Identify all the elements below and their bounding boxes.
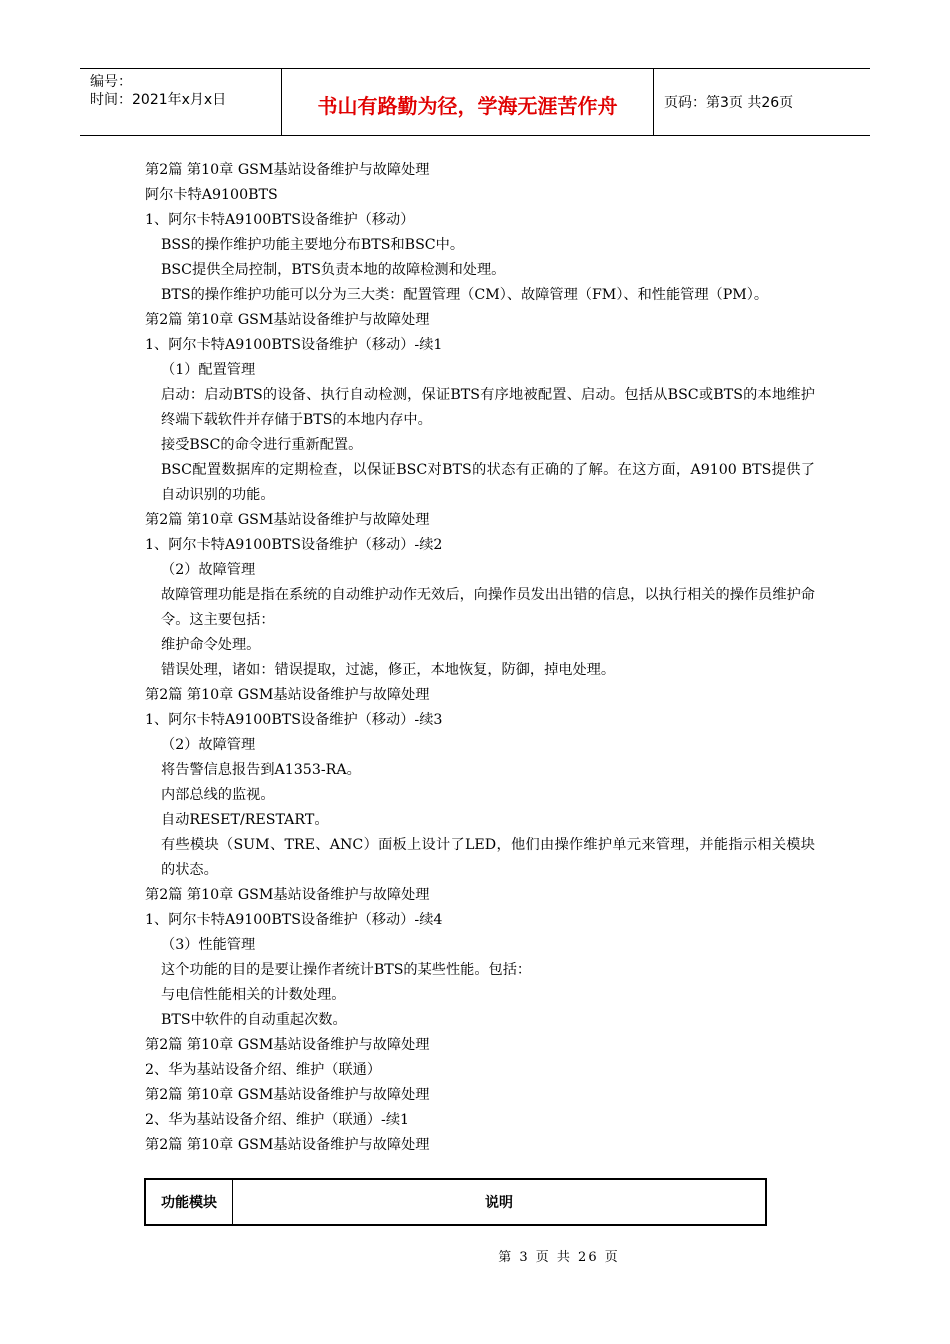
- text-line: （3）性能管理: [161, 937, 256, 953]
- text-line: 自动RESET/RESTART。: [161, 812, 329, 828]
- text-line: 2、华为基站设备介绍、维护（联通）-续1: [145, 1112, 410, 1128]
- text-line: （2）故障管理: [161, 737, 256, 753]
- text-line: 与电信性能相关的计数处理。: [161, 987, 346, 1003]
- function-module-table: [144, 1178, 767, 1226]
- text-line: BSS的操作维护功能主要地分布BTS和BSC中。: [161, 237, 465, 253]
- table-header-module: 功能模块: [145, 1179, 233, 1225]
- text-line: 1、阿尔卡特A9100BTS设备维护（移动）-续3: [145, 712, 443, 728]
- text-line: 维护命令处理。: [161, 637, 261, 653]
- text-line: BSC提供全局控制，BTS负责本地的故障检测和处理。: [161, 262, 506, 278]
- table-header-row: [145, 1179, 766, 1225]
- text-line: 第2篇 第10章 GSM基站设备维护与故障处理: [145, 1087, 430, 1103]
- text-line: 内部总线的监视。: [161, 787, 275, 803]
- page-footer: [0, 1246, 950, 1265]
- text-line: 错误处理，诸如：错误提取，过滤，修正，本地恢复，防御，掉电处理。: [161, 662, 616, 678]
- doc-time-label: 时间：2021年x月x日: [90, 92, 227, 108]
- text-line: 将告警信息报告到A1353-RA。: [161, 762, 361, 778]
- text-line: 第2篇 第10章 GSM基站设备维护与故障处理: [145, 162, 430, 178]
- text-line: 第2篇 第10章 GSM基站设备维护与故障处理: [145, 512, 430, 528]
- document-body: [145, 158, 815, 1158]
- text-line: 2、华为基站设备介绍、维护（联通）: [145, 1062, 382, 1078]
- page-header: [80, 68, 870, 136]
- header-page-info: 页码：第3页 共26页: [664, 95, 794, 111]
- footer-page-number: 第 3 页 共 26 页: [498, 1250, 620, 1265]
- text-line: 1、阿尔卡特A9100BTS设备维护（移动）-续1: [145, 337, 443, 353]
- text-line: 有些模块（SUM、TRE、ANC）面板上设计了LED，他们由操作维护单元来管理，并能指示相关模块的状态。: [161, 837, 815, 878]
- header-motto: 书山有路勤为径，学海无涯苦作舟: [282, 69, 654, 135]
- text-line: 第2篇 第10章 GSM基站设备维护与故障处理: [145, 687, 430, 703]
- text-line: BTS中软件的自动重起次数。: [161, 1012, 347, 1028]
- text-line: 1、阿尔卡特A9100BTS设备维护（移动）-续2: [145, 537, 443, 553]
- text-line: 启动：启动BTS的设备、执行自动检测，保证BTS有序地被配置、启动。包括从BSC或BTS的本地维护终端下载软件并存储于BTS的本地内存中。: [161, 387, 815, 428]
- header-meta: [80, 69, 282, 135]
- text-line: BTS的操作维护功能可以分为三大类：配置管理（CM）、故障管理（FM）、和性能管理（PM）。: [161, 287, 769, 303]
- text-line: 第2篇 第10章 GSM基站设备维护与故障处理: [145, 312, 430, 328]
- text-line: （2）故障管理: [161, 562, 256, 578]
- text-line: 第2篇 第10章 GSM基站设备维护与故障处理: [145, 1137, 430, 1153]
- table-header-description: 说明: [233, 1179, 767, 1225]
- doc-number-label: 编号：: [90, 74, 132, 90]
- text-line: 第2篇 第10章 GSM基站设备维护与故障处理: [145, 1037, 430, 1053]
- text-line: 阿尔卡特A9100BTS: [145, 187, 278, 203]
- text-line: 接受BSC的命令进行重新配置。: [161, 437, 363, 453]
- text-line: 1、阿尔卡特A9100BTS设备维护（移动）-续4: [145, 912, 443, 928]
- text-line: BSC配置数据库的定期检查，以保证BSC对BTS的状态有正确的了解。在这方面，A9100 BTS提供了自动识别的功能。: [161, 462, 815, 503]
- text-line: 故障管理功能是指在系统的自动维护动作无效后，向操作员发出出错的信息，以执行相关的操作员维护命令。这主要包括：: [161, 587, 815, 628]
- text-line: （1）配置管理: [161, 362, 256, 378]
- text-line: 第2篇 第10章 GSM基站设备维护与故障处理: [145, 887, 430, 903]
- text-line: 1、阿尔卡特A9100BTS设备维护（移动）: [145, 212, 415, 228]
- text-line: 这个功能的目的是要让操作者统计BTS的某些性能。包括：: [161, 962, 532, 978]
